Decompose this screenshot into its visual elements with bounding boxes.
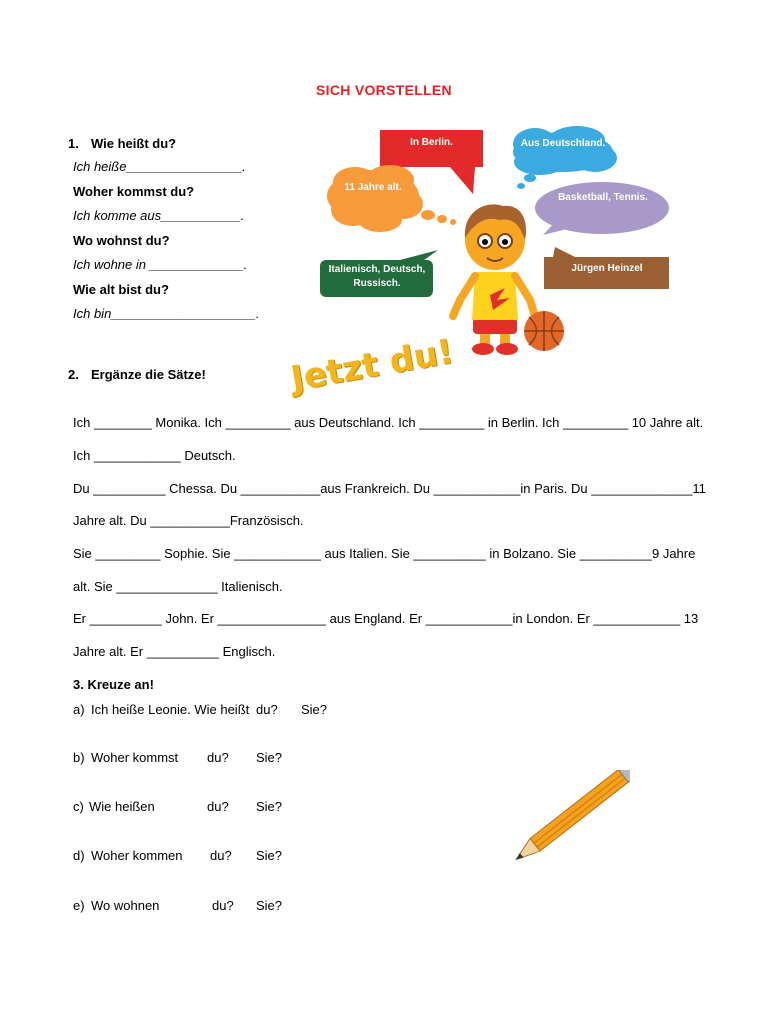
exercise-line: Er __________ John. Er _______________ aus England. Er ____________in London. Er ____________ 13 [73, 611, 699, 626]
item-text: Wie heißen [89, 799, 155, 814]
option-du[interactable]: du? [210, 848, 232, 863]
exercise-line: alt. Sie ______________ Italienisch. [73, 579, 283, 594]
option-du[interactable]: du? [212, 898, 234, 913]
item-text: Ich heiße Leonie. Wie heißt [91, 702, 250, 717]
option-sie[interactable]: Sie? [256, 898, 283, 913]
section1-number: 1. [68, 136, 79, 151]
exercise-line: Jahre alt. Er __________ Englisch. [73, 644, 276, 659]
answer-residence: Ich wohne in _____________. [73, 257, 248, 272]
exercise-line: Ich ________ Monika. Ich _________ aus Deutschland. Ich _________ in Berlin. Ich _________ 10 Jahre alt. [73, 415, 704, 430]
bubble-text-name: Jürgen Heinzel [571, 263, 643, 274]
option-du[interactable]: du? [207, 750, 229, 765]
item-letter: b) [73, 750, 85, 765]
item-text: Woher kommst [91, 750, 179, 765]
bubble-text-hobbies: Basketball, Tennis. [558, 192, 648, 203]
section2-number: 2. [68, 367, 79, 382]
bubble-text-berlin: In Berlin. [410, 137, 453, 148]
item-letter: d) [73, 848, 85, 863]
jetzt-du-logo: Jetzt du! [288, 331, 457, 400]
option-sie[interactable]: Sie? [256, 750, 283, 765]
thought-bubble-orange [327, 165, 456, 232]
speech-bubble-purple [535, 182, 669, 235]
section2-heading: Ergänze die Sätze! [91, 367, 206, 382]
question-residence: Wo wohnst du? [73, 233, 170, 248]
option-sie[interactable]: Sie? [256, 848, 283, 863]
item-text: Woher kommen [91, 848, 183, 863]
option-sie[interactable]: Sie? [256, 799, 283, 814]
section1-heading: Wie heißt du? [91, 136, 177, 151]
thought-bubble-blue [513, 126, 617, 189]
option-du[interactable]: du? [207, 799, 229, 814]
question-age: Wie alt bist du? [73, 282, 169, 297]
item-letter: e) [73, 898, 85, 913]
answer-origin: Ich komme aus___________. [73, 208, 245, 223]
item-text: Wo wohnen [91, 898, 160, 913]
boy-illustration [315, 120, 675, 360]
bubble-text-deutschland: Aus Deutschland. [520, 138, 606, 149]
exercise-line: Du __________ Chessa. Du ___________aus Frankreich. Du ____________in Paris. Du ______________11 [73, 481, 706, 496]
option-du[interactable]: du? [256, 702, 278, 717]
answer-name: Ich heiße________________. [73, 159, 246, 174]
bubble-text-age: 11 Jahre alt. [344, 182, 402, 193]
item-letter: a) [73, 702, 85, 717]
option-sie[interactable]: Sie? [301, 702, 328, 717]
exercise-line: Jahre alt. Du ___________Französisch. [73, 513, 304, 528]
page-title: SICH VORSTELLEN [316, 82, 452, 98]
item-letter: c) [73, 799, 84, 814]
pencil-icon [505, 770, 630, 870]
question-origin: Woher kommst du? [73, 184, 195, 199]
bubble-text-languages: Italienisch, Deutsch, Russisch. [328, 264, 426, 289]
exercise-line: Sie _________ Sophie. Sie ____________ aus Italien. Sie __________ in Bolzano. Sie __________9 Jahre [73, 546, 696, 561]
section3-heading: 3. Kreuze an! [73, 677, 154, 692]
exercise-line: Ich ____________ Deutsch. [73, 448, 236, 463]
answer-age: Ich bin____________________. [73, 306, 260, 321]
